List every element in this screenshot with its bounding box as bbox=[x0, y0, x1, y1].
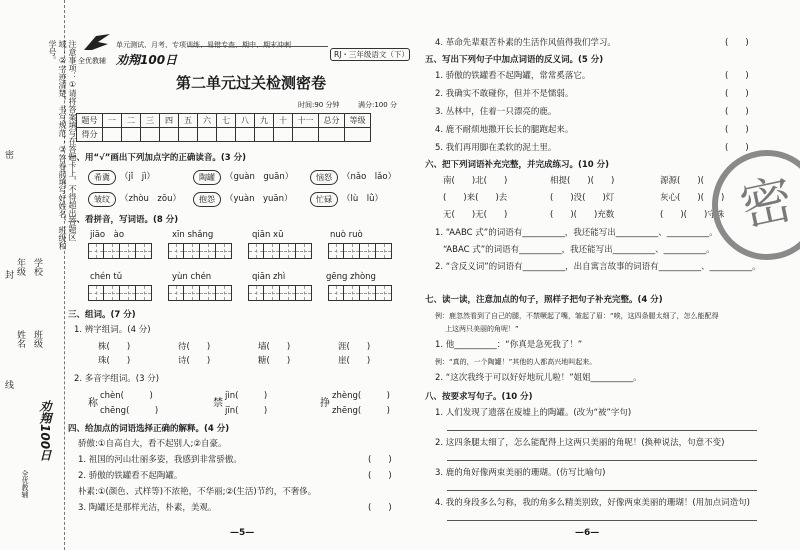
score-cell[interactable] bbox=[255, 128, 274, 142]
exam-time: 时间:90 分钟 bbox=[298, 101, 340, 109]
q2-pinyin: yùn chén bbox=[172, 272, 212, 282]
score-header-cell: 六 bbox=[198, 114, 217, 128]
seal-mark-3: 线 bbox=[3, 380, 13, 389]
q7-example: 例：“真的，一个陶罐！”其他的人都高兴地叫起来。 bbox=[435, 358, 597, 366]
q8-title: 八、按要求写句子。(10 分) bbox=[425, 392, 533, 402]
score-cell[interactable] bbox=[160, 128, 179, 142]
q6-idiom[interactable]: ( )来( )去 bbox=[443, 193, 508, 203]
poly-char: 称 bbox=[88, 398, 98, 409]
q6-idiom[interactable]: ( )没( )灯 bbox=[550, 193, 615, 203]
q8-item: 4. 我的身段多么匀称，我的角多么精美别致，好像两束美丽的珊瑚！(用加点词造句) bbox=[435, 498, 750, 508]
q4-title: 四、给加点的词语选择正确的解释。(4 分) bbox=[68, 424, 230, 434]
score-row-label: 得分 bbox=[77, 128, 103, 142]
answer-line[interactable] bbox=[447, 430, 757, 431]
answer-paren[interactable]: ( ) bbox=[725, 143, 749, 153]
q6-idiom[interactable]: 相提( )( ) bbox=[550, 176, 615, 186]
q6-idiom[interactable]: ( )( )充数 bbox=[550, 210, 615, 220]
q5-title: 五、写出下列句子中加点词语的反义词。(5 分) bbox=[425, 55, 604, 65]
score-cell[interactable] bbox=[236, 128, 255, 142]
seal-mark-2: 封 bbox=[3, 270, 13, 279]
poly-reading[interactable]: jīn( ) bbox=[225, 406, 268, 416]
q2-pinyin: chén tǔ bbox=[90, 272, 123, 282]
tianzige-box[interactable] bbox=[168, 243, 232, 259]
page-number: —5— bbox=[230, 528, 255, 538]
q7-title: 七、读一读，注意加点的句子，照样子把句子补充完整。(4 分) bbox=[425, 295, 663, 305]
q5-item: 2. 我确实不敢碰你，但并不是懦弱。 bbox=[435, 89, 574, 99]
seal-mark-1: 密 bbox=[3, 150, 13, 159]
q1-pinyin[interactable]: （guàn guān） bbox=[225, 172, 294, 182]
grade-label: 年级 bbox=[15, 258, 25, 276]
tianzige-box[interactable] bbox=[248, 285, 312, 301]
score-cell[interactable] bbox=[293, 128, 319, 142]
score-cell[interactable] bbox=[274, 128, 293, 142]
q2-pinyin: nuò ruò bbox=[330, 230, 363, 240]
q1-pinyin[interactable]: （yuàn yuān） bbox=[225, 194, 293, 204]
score-header-cell: 等级 bbox=[345, 114, 371, 128]
q1-word: 恼怒 bbox=[310, 170, 338, 185]
tianzige-box[interactable] bbox=[88, 243, 152, 259]
q7-example: 例：鹿忽然看到了自己的腿，不禁噘起了嘴，皱起了眉：“唉，这四条腿太细了，怎么能配得 bbox=[435, 312, 719, 320]
header-rule bbox=[188, 46, 328, 47]
score-cell[interactable] bbox=[103, 128, 122, 142]
q2-pinyin: xīn shǎng bbox=[172, 230, 214, 240]
notice-text: 注意事项：①请将答案填写在答题卡上，不得超出答题区域；②字迹清楚，书写规范；③答卷前填写好姓名、班级和学号。 bbox=[48, 40, 77, 250]
tianzige-box[interactable] bbox=[88, 285, 152, 301]
secret-stamp: 密 bbox=[702, 140, 800, 270]
q2-title: 二、看拼音，写词语。(8 分) bbox=[68, 215, 179, 225]
poly-reading[interactable]: chēng( ) bbox=[100, 406, 159, 416]
q2-pinyin: qiān xū bbox=[252, 230, 284, 240]
poly-reading[interactable]: zhēng( ) bbox=[332, 406, 390, 416]
answer-paren[interactable]: ( ) bbox=[368, 455, 392, 465]
series-desc: 单元测试、月考、专项训练、易错专查、期中、期末冲刺 bbox=[116, 41, 291, 49]
q2-pinyin: qiān zhì bbox=[252, 272, 286, 282]
q2-pinyin: gēng zhòng bbox=[326, 272, 376, 282]
answer-paren[interactable]: ( ) bbox=[725, 107, 749, 117]
q3-pair[interactable]: 涯( ) bbox=[338, 342, 371, 352]
score-value-row bbox=[77, 128, 371, 142]
q7-example: 上这两只美丽的角呢！” bbox=[445, 325, 519, 333]
bird-logo-icon bbox=[82, 32, 112, 54]
q6-title: 六、把下列词语补充完整，并完成练习。(10 分) bbox=[425, 160, 610, 170]
school-label: 学校 bbox=[32, 258, 42, 276]
score-cell[interactable] bbox=[198, 128, 217, 142]
score-cell[interactable] bbox=[122, 128, 141, 142]
q1-title: 一、用“√”画出下列加点字的正确读音。(3 分) bbox=[68, 153, 246, 163]
q3-title: 三、组词。(7 分) bbox=[68, 310, 136, 320]
q1-word: 抱怨 bbox=[193, 192, 221, 207]
q6-exercise[interactable]: “ABAC 式”的词语有__________，我还能写出__________、__________。 bbox=[443, 245, 715, 255]
answer-paren[interactable]: ( ) bbox=[368, 503, 392, 513]
score-header-cell: 十一 bbox=[293, 114, 319, 128]
q3-pair[interactable]: 待( ) bbox=[178, 342, 211, 352]
q7-sentence[interactable]: 2. “这次我终于可以好好地玩儿啦！”姐姐__________。 bbox=[435, 373, 642, 383]
q1-pinyin[interactable]: （jǐ jì） bbox=[120, 172, 155, 182]
q6-exercise[interactable]: 1. “AABC 式”的词语有__________，我还能写出__________、__________。 bbox=[435, 228, 718, 238]
q1-word: 希冀 bbox=[88, 170, 116, 185]
q3-pair[interactable]: 崖( ) bbox=[338, 356, 371, 366]
poly-reading[interactable]: chèn( ) bbox=[100, 391, 153, 401]
q4-def1: 骄傲:①自高自大，看不起别人;②自豪。 bbox=[78, 439, 227, 449]
score-header-cell: 五 bbox=[179, 114, 198, 128]
q8-item: 3. 鹿的角好像两束美丽的珊瑚。(仿写比喻句) bbox=[435, 468, 606, 478]
q8-item: 2. 这四条腿太细了，怎么能配得上这两只美丽的角呢！(换种说法，句意不变) bbox=[435, 438, 725, 448]
q6-idiom[interactable]: 无( )无( ) bbox=[443, 210, 508, 220]
answer-paren[interactable]: ( ) bbox=[725, 125, 749, 135]
score-cell[interactable] bbox=[345, 128, 371, 142]
score-header-cell: 八 bbox=[236, 114, 255, 128]
class-label: 班级 bbox=[32, 330, 42, 348]
q6-exercise[interactable]: 2. “含反义词”的词语有__________，出自寓言故事的词语有__________、__________。 bbox=[435, 262, 761, 272]
score-cell[interactable] bbox=[141, 128, 160, 142]
publisher-name: 全优教辅 bbox=[78, 57, 106, 65]
score-header-cell: 七 bbox=[217, 114, 236, 128]
q1-pinyin[interactable]: （lù lǜ） bbox=[342, 194, 383, 204]
q1-word: 陶罐 bbox=[193, 170, 221, 185]
exam-title: 第二单元过关检测密卷 bbox=[176, 74, 327, 92]
q8-item: 1. 人们发现了遗落在废墟上的陶罐。(改为“被”字句) bbox=[435, 408, 632, 418]
q4-sentence: 4. 革命先辈艰苦朴素的生活作风值得我们学习。 bbox=[435, 38, 616, 48]
answer-paren[interactable]: ( ) bbox=[725, 71, 749, 81]
answer-line[interactable] bbox=[447, 460, 757, 461]
q1-word: 忙碌 bbox=[310, 192, 338, 207]
q4-sentence: 1. 祖国的河山壮丽多姿，我感到非常骄傲。 bbox=[78, 455, 242, 465]
answer-line[interactable] bbox=[447, 490, 757, 491]
poly-reading[interactable]: zhèng( ) bbox=[332, 391, 390, 401]
sidebar-logo: 劝翔100日 bbox=[38, 400, 52, 462]
q6-idiom[interactable]: 灰心( )( ) bbox=[660, 193, 725, 203]
q5-item: 5. 我们再用脚在柔软的泥土里。 bbox=[435, 143, 557, 153]
score-header-cell: 一 bbox=[103, 114, 122, 128]
sidebar-publisher: 全优教辅 bbox=[21, 470, 29, 498]
answer-paren[interactable]: ( ) bbox=[725, 89, 749, 99]
q3-sub1: 1. 辨字组词。(4 分) bbox=[74, 325, 151, 335]
q4-sentence: 2. 骄傲的铁罐看不起陶罐。 bbox=[78, 471, 183, 481]
score-header-cell: 二 bbox=[122, 114, 141, 128]
score-header-cell: 十 bbox=[274, 114, 293, 128]
q3-pair[interactable]: 诗( ) bbox=[178, 356, 211, 366]
name-label: 姓名 bbox=[15, 330, 25, 348]
score-header-cell: 总分 bbox=[319, 114, 345, 128]
score-header-cell: 题号 bbox=[77, 114, 103, 128]
q6-idiom[interactable]: 源源( )( ) bbox=[660, 176, 725, 186]
q3-pair[interactable]: 珠( ) bbox=[98, 356, 131, 366]
q1-pinyin[interactable]: （zhòu zōu） bbox=[120, 194, 181, 204]
q6-idiom[interactable]: ( )( )守株 bbox=[660, 210, 725, 220]
tianzige-box[interactable] bbox=[248, 243, 312, 259]
poly-reading[interactable]: jìn( ) bbox=[225, 391, 268, 401]
left-page bbox=[68, 0, 410, 550]
exam-full-score: 满分:100 分 bbox=[358, 101, 397, 109]
score-cell[interactable] bbox=[319, 128, 345, 142]
header-logo: 劝翔100日 bbox=[116, 53, 178, 67]
poly-char: 禁 bbox=[213, 398, 223, 409]
score-header-row bbox=[77, 114, 371, 128]
answer-paren[interactable]: ( ) bbox=[368, 471, 392, 481]
score-cell[interactable] bbox=[217, 128, 236, 142]
q5-item: 1. 骄傲的铁罐看不起陶罐，常常奚落它。 bbox=[435, 71, 591, 81]
answer-line[interactable] bbox=[447, 520, 757, 521]
score-header-cell: 三 bbox=[141, 114, 160, 128]
q6-idiom[interactable]: 南( )北( ) bbox=[443, 176, 508, 186]
q4-def2: 朴素:①(颜色、式样等)不浓艳，不华丽;②(生活)节约，不奢侈。 bbox=[78, 487, 317, 497]
q3-pair[interactable]: 株( ) bbox=[98, 342, 131, 352]
right-page bbox=[425, 0, 795, 550]
q3-pair[interactable]: 墙( ) bbox=[258, 342, 291, 352]
score-cell[interactable] bbox=[179, 128, 198, 142]
answer-paren[interactable]: ( ) bbox=[725, 38, 749, 48]
score-table bbox=[76, 113, 371, 142]
q1-word: 皱纹 bbox=[88, 192, 116, 207]
q3-pair[interactable]: 糖( ) bbox=[258, 356, 291, 366]
q2-pinyin: jiāo ào bbox=[90, 230, 125, 240]
tianzige-box[interactable] bbox=[328, 243, 392, 259]
q5-item: 3. 丛林中，住着一只漂亮的鹿。 bbox=[435, 107, 557, 117]
q5-item: 4. 鹿不耐烦地撒开长长的腿跑起来。 bbox=[435, 125, 574, 135]
q7-sentence[interactable]: 1. 他__________：“你真是急死我了！” bbox=[435, 340, 583, 350]
q3-sub2: 2. 多音字组词。(3 分) bbox=[74, 374, 160, 384]
binding-sidebar bbox=[0, 0, 77, 550]
grade-badge: RJ・三年级语文（下） bbox=[330, 48, 410, 61]
poly-char: 挣 bbox=[320, 398, 330, 409]
q1-pinyin[interactable]: （nǎo lǎo） bbox=[342, 172, 397, 182]
score-header-cell: 四 bbox=[160, 114, 179, 128]
q4-sentence: 3. 陶罐还是那样光洁，朴素，美观。 bbox=[78, 503, 217, 513]
score-header-cell: 九 bbox=[255, 114, 274, 128]
tianzige-box[interactable] bbox=[328, 285, 392, 301]
page-number: —6— bbox=[575, 528, 600, 538]
tianzige-box[interactable] bbox=[168, 285, 232, 301]
